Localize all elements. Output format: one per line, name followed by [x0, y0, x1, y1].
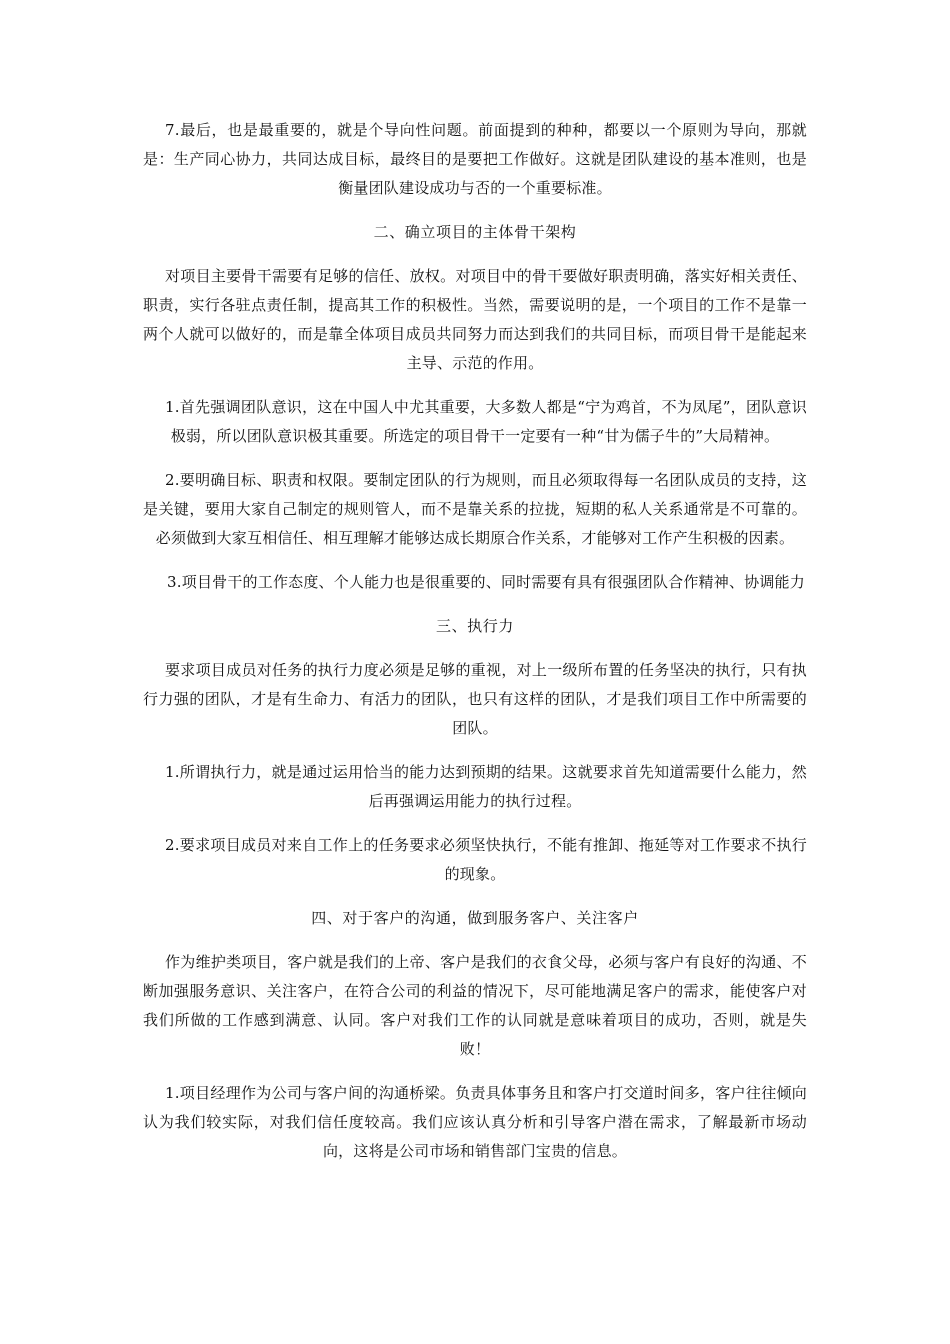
paragraph-project-manager-bridge: 1.项目经理作为公司与客户间的沟通桥梁。负责具体事务且和客户打交道时间多，客户往往倾向认为我们较实际，对我们信任度较高。我们应该认真分析和引导客户潜在需求，了解最新市场动向，这将是公司市场和销售部门宝贵的信息。 — [143, 1084, 807, 1160]
document-page — [143, 116, 807, 1181]
paragraph-core-staff-trust: 对项目主要骨干需要有足够的信任、放权。对项目中的骨干要做好职责明确，落实好相关责任、职责，实行各驻点责任制，提高其工作的积极性。当然，需要说明的是，一个项目的工作不是靠一两个人就可以做好的，而是靠全体项目成员共同努力而达到我们的共同目标，而项目骨干是能起来主导、示范的作用。 — [143, 267, 807, 372]
section-heading-core-structure: 二、确立项目的主体骨干架构 — [373, 223, 577, 241]
paragraph-team-awareness: 1.首先强调团队意识，这在中国人中尤其重要，大多数人都是“宁为鸡首，不为凤尾”，团队意识极弱，所以团队意识极其重要。所选定的项目骨干一定要有一种“甘为儒子牛的”大局精神。 — [165, 398, 807, 445]
section-heading-execution: 三、执行力 — [435, 617, 514, 635]
paragraph-execution-intro: 要求项目成员对任务的执行力度必须是足够的重视，对上一级所布置的任务坚决的执行，只有执行力强的团队，才是有生命力、有活力的团队，也只有这样的团队，才是我们项目工作中所需要的团队。 — [143, 661, 807, 737]
paragraph-core-staff-attitude: 3.项目骨干的工作态度、个人能力也是很重要的、同时需要有具有很强团队合作精神、协调能力 — [167, 573, 805, 591]
paragraph-execution-definition: 1.所谓执行力，就是通过运用恰当的能力达到预期的结果。这就要求首先知道需要什么能力，然后再强调运用能力的执行过程。 — [165, 763, 807, 810]
section-heading-customer-communication: 四、对于客户的沟通，做到服务客户、关注客户 — [311, 909, 639, 927]
paragraph-guiding-principle: 7.最后，也是最重要的，就是个导向性问题。前面提到的种种，都要以一个原则为导向，那就是：生产同心协力，共同达成目标，最终目的是要把工作做好。这就是团队建设的基本准则，也是衡量团队建设成功与否的一个重要标准。 — [143, 121, 807, 197]
paragraph-goals-responsibilities: 2.要明确目标、职责和权限。要制定团队的行为规则，而且必须取得每一名团队成员的支持，这是关键，要用大家自己制定的规则管人，而不是靠关系的拉拢，短期的私人关系通常是不可靠的。必须做到大家互相信任、相互理解才能够达成长期原合作关系，才能够对工作产生积极的因素。 — [143, 471, 807, 547]
paragraph-customer-intro: 作为维护类项目，客户就是我们的上帝、客户是我们的衣食父母，必须与客户有良好的沟通、不断加强服务意识、关注客户，在符合公司的利益的情况下，尽可能地满足客户的需求，能使客户对我们所做的工作感到满意、认同。客户对我们工作的认同就是意味着项目的成功，否则，就是失败！ — [143, 953, 807, 1058]
paragraph-execution-requirements: 2.要求项目成员对来自工作上的任务要求必须坚快执行，不能有推卸、拖延等对工作要求不执行的现象。 — [165, 836, 807, 883]
